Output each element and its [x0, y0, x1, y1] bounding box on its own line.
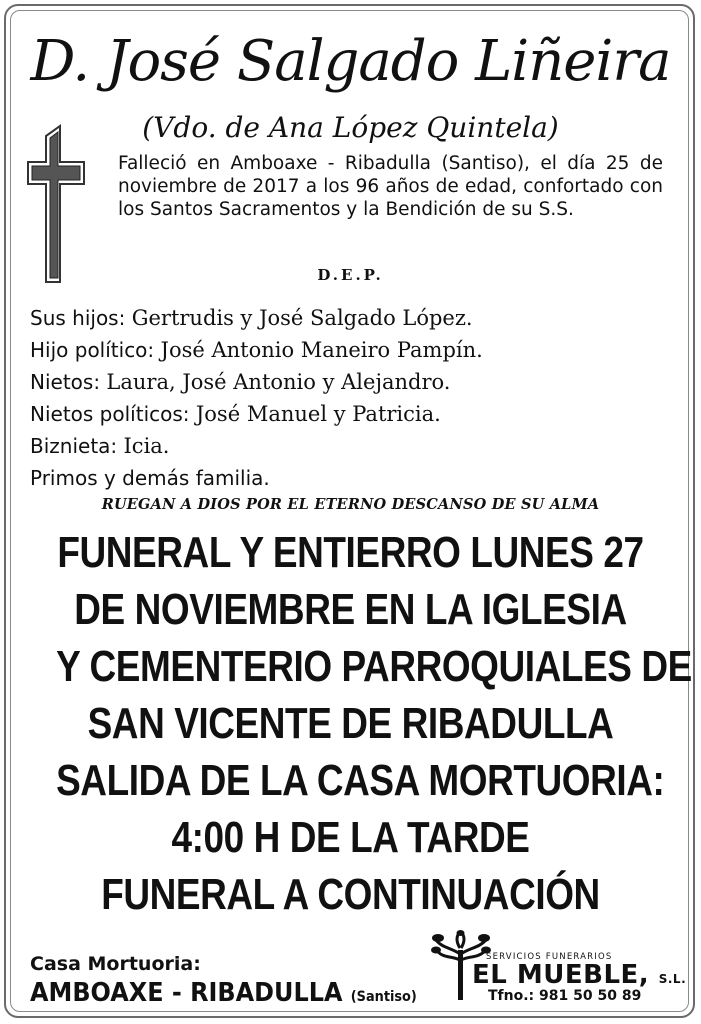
wake-house-place — [30, 978, 417, 1008]
family-value: Icia. — [123, 434, 170, 458]
family-line — [30, 462, 690, 494]
family-label: Nietos: — [30, 370, 107, 394]
family-list — [30, 302, 690, 494]
wake-house-label: Casa Mortuoria: — [30, 953, 201, 975]
funeral-announcement — [0, 524, 701, 923]
wake-house-municipality: (Santiso) — [350, 989, 417, 1005]
family-line — [30, 398, 690, 430]
funeral-line: Y CEMENTERIO PARROQUIALES DE — [56, 642, 692, 691]
dep-abbreviation: D.E.P. — [317, 266, 384, 284]
family-line — [30, 334, 690, 366]
family-line — [30, 302, 690, 334]
funeral-line: FUNERAL A CONTINUACIÓN — [101, 870, 600, 919]
funeral-services-caption: SERVICIOS FUNERARIOS — [486, 952, 613, 962]
family-value: Laura, José Antonio y Alejandro. — [106, 370, 451, 394]
family-label: Hijo político: — [30, 338, 161, 362]
family-line — [30, 430, 690, 462]
family-label: Nietos políticos: — [30, 402, 196, 426]
widower-note: (Vdo. de Ana López Quintela) — [142, 111, 559, 144]
funeral-line: DE NOVIEMBRE EN LA IGLESIA — [74, 585, 627, 634]
wake-house-town: AMBOAXE - RIBADULLA — [30, 978, 343, 1008]
family-value: Gertrudis y José Salgado López. — [131, 306, 473, 330]
brand-name: EL MUEBLE, — [472, 960, 650, 990]
family-line — [30, 366, 690, 398]
funeral-line: SAN VICENTE DE RIBADULLA — [87, 699, 614, 748]
family-label: Biznieta: — [30, 434, 124, 458]
prayer-line: RUEGAN A DIOS POR EL ETERNO DESCANSO DE SU ALMA — [101, 496, 600, 513]
family-value: José Antonio Maneiro Pampín. — [160, 338, 483, 362]
family-value: José Manuel y Patricia. — [195, 402, 441, 426]
funeral-home-phone: Tfno.: 981 50 50 89 — [488, 988, 642, 1004]
family-label: Sus hijos: — [30, 306, 132, 330]
family-label: Primos y demás familia. — [30, 466, 270, 490]
funeral-home-brand — [472, 960, 686, 990]
death-details: Falleció en Amboaxe - Ribadulla (Santiso), el día 25 de noviembre de 2017 a los 96 años de edad, confortado con los Santos Sacramentos y la Bendición de su S.S. — [118, 153, 663, 220]
deceased-name: D. José Salgado Liñeira — [30, 29, 671, 94]
funeral-line: SALIDA DE LA CASA MORTUORIA: — [56, 756, 665, 805]
cross-icon — [24, 124, 90, 286]
funeral-home-logo — [430, 930, 687, 1010]
funeral-line: FUNERAL Y ENTIERRO LUNES 27 — [57, 528, 644, 577]
funeral-line: 4:00 H DE LA TARDE — [171, 813, 530, 862]
brand-suffix: S.L. — [658, 972, 687, 986]
